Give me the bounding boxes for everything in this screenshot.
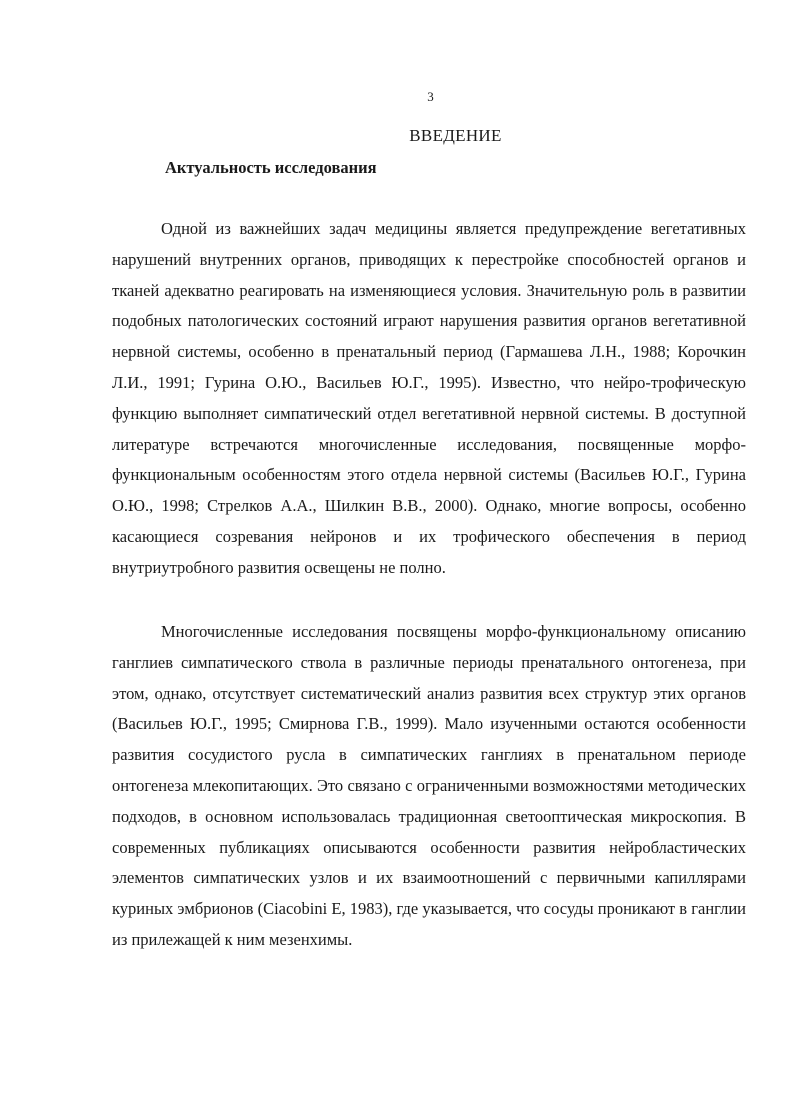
paragraph-1: Одной из важнейших задач медицины является предупреждение вегетативных нарушений внутренних органов, приводящих к перестройке способностей органов и тканей адекватно реагировать на изменяющиеся условия. Значительную роль в развитии подобных патологических состояний играют нарушения развития органов вегетативной нервной системы, особенно в пренатальный период (Гармашева Л.Н., 1988; Корочкин Л.И., 1991; Гурина О.Ю., Васильев Ю.Г., 1995). Известно, что нейро-трофическую функцию выполняет симпатический отдел вегетативной нервной системы. В доступной литературе встречаются многочисленные исследования, посвященные морфо-функциональным особенностям этого отдела нервной системы (Васильев Ю.Г., Гурина О.Ю., 1998; Стрелков А.А., Шилкин В.В., 2000). Однако, многие вопросы, особенно касающиеся созревания нейронов и их трофического обеспечения в период внутриутробного развития освещены не полно. xyxy=(112,219,746,577)
page-number: 3 xyxy=(427,89,434,104)
paragraph-2: Многочисленные исследования посвящены морфо-функциональному описанию ганглиев симпатического ствола в различные периоды пренатального онтогенеза, при этом, однако, отсутствует систематический анализ развития всех структур этих органов (Васильев Ю.Г., 1995; Смирнова Г.В., 1999). Мало изученными остаются особенности развития сосудистого русла в симпатических ганглиях в пренатальном периоде онтогенеза млекопитающих. Это связано с ограниченными возможностями методических подходов, в основном использовалась традиционная светооптическая микроскопия. В современных публикациях описываются особенности развития нейробластических элементов симпатических узлов и их взаимоотношений с первичными капиллярами куриных эмбрионов (Ciacobini E, 1983), где указывается, что сосуды проникают в ганглии из прилежащей к ним мезенхимы. xyxy=(112,622,746,949)
section-title: ВВЕДЕНИЕ xyxy=(409,126,502,145)
section-subtitle: Актуальность исследования xyxy=(165,158,377,177)
